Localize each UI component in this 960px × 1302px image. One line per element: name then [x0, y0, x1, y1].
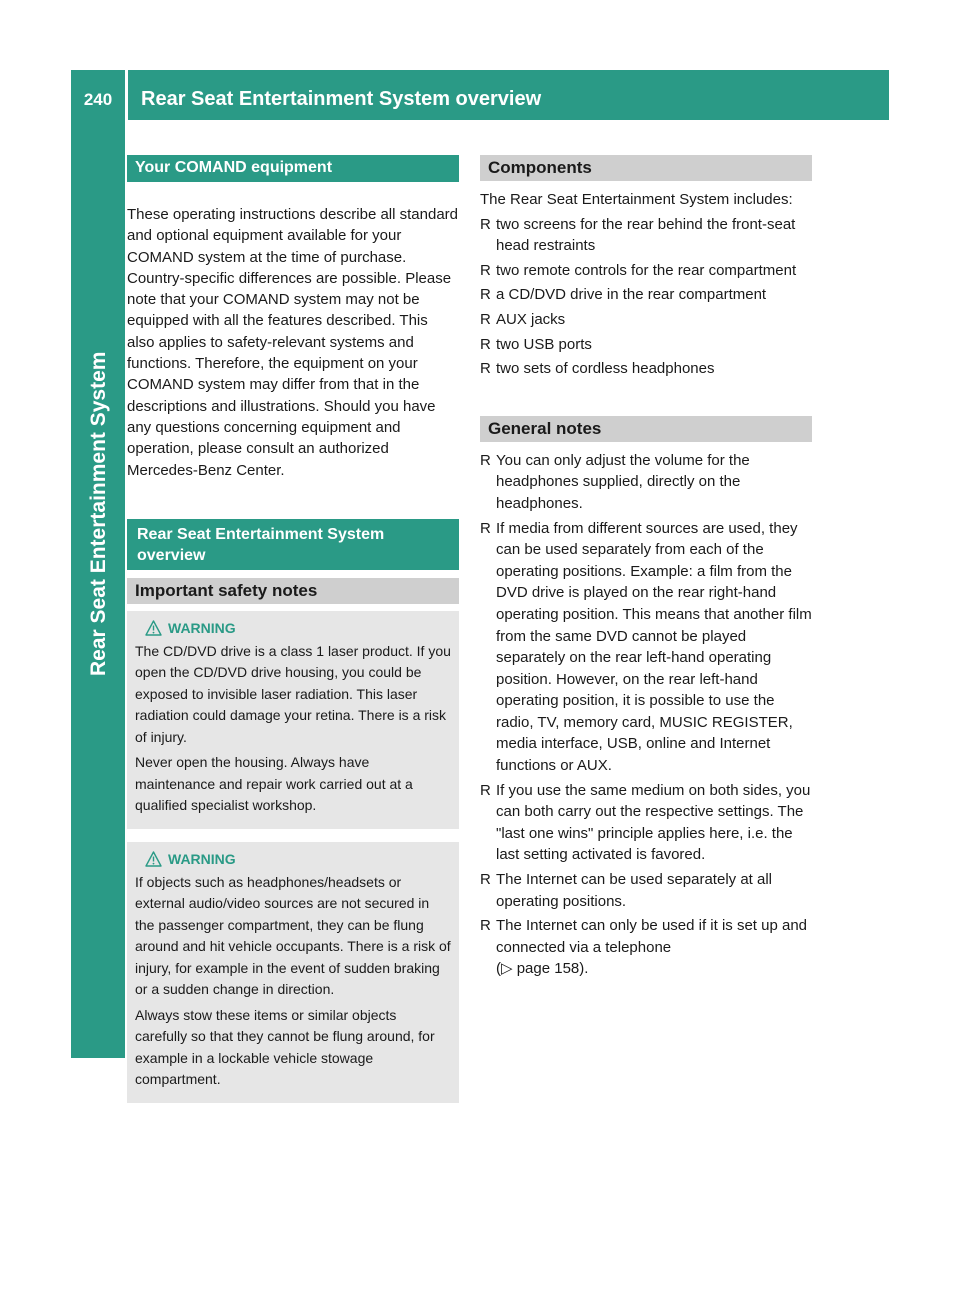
- warning-box-objects: [127, 842, 459, 1103]
- general-notes-list: [480, 450, 812, 980]
- bullet-mark: R: [480, 215, 491, 233]
- equipment-text: These operating instructions describe all standard and optional equipment available for your COMAND system at the time of purchase. Country-specific differences are possible. Please note that your COMAND system may not be equipped with all the features described. This also applies to safety-relevant systems and functions. Therefore, the equipment on your COMAND system may differ from that in the descriptions and illustrations. Should you have any questions concerning equipment and operation, please consult an authorized Mercedes-Benz Center.: [127, 206, 459, 479]
- list-item: R two sets of cordless headphones: [480, 358, 812, 380]
- overview-heading: Rear Seat Entertainment System overview: [127, 519, 459, 570]
- bullet-mark: R: [480, 286, 491, 304]
- bullet-mark: R: [480, 451, 491, 469]
- warning-text: Always stow these items or similar objects carefully so that they cannot be flung around, for example in a lockable vehicle stowage compartment.: [135, 1006, 435, 1088]
- bullet-mark: R: [480, 871, 491, 889]
- list-item: R a CD/DVD drive in the rear compartment: [480, 284, 812, 306]
- bullet-mark: R: [480, 781, 491, 799]
- warning-label: WARNING: [168, 850, 236, 867]
- bullet-mark: R: [480, 917, 491, 935]
- warning-header: [145, 850, 451, 868]
- components-heading: Components: [480, 155, 812, 181]
- warning-text: If objects such as headphones/headsets or external audio/video sources are not secured in the passenger compartment, they can be flung around and hit vehicle occupants. There is a risk of injury, for example in the event of sudden braking or a sudden change in direction.: [135, 873, 451, 998]
- list-item: R AUX jacks: [480, 309, 812, 331]
- bullet-mark: R: [480, 519, 491, 537]
- warning-header: [145, 619, 451, 637]
- safety-heading: Important safety notes: [127, 578, 459, 604]
- list-item: R You can only adjust the volume for the headphones supplied, directly on the headphones.: [480, 451, 750, 512]
- list-item: R two screens for the rear behind the front-seat head restraints: [480, 215, 796, 255]
- page-reference-link[interactable]: (▷ page 158).: [496, 960, 589, 978]
- list-item: R The Internet can be used separately at all operating positions.: [480, 871, 773, 910]
- equipment-heading: Your COMAND equipment: [127, 155, 459, 182]
- general-notes-heading: General notes: [480, 416, 812, 442]
- bullet-mark: R: [480, 261, 491, 279]
- warning-text: Never open the housing. Always have maintenance and repair work carried out at a qualified specialist workshop.: [135, 754, 413, 814]
- list-item: R If you use the same medium on both sides, you can both carry out the respective settings. The "last one wins" principle applies here, i.e. the last setting activated is favored.: [480, 781, 811, 864]
- bullet-mark: R: [480, 360, 491, 378]
- chapter-sidebar-label: Rear Seat Entertainment System: [87, 351, 110, 676]
- components-list: [480, 214, 812, 380]
- warning-box-laser: [127, 611, 459, 829]
- list-item: R two USB ports: [480, 334, 812, 356]
- list-item: R The Internet can only be used if it is set up and connected via a telephone (▷ page 158).: [480, 917, 808, 978]
- page-number: 240: [83, 90, 113, 109]
- right-column: [480, 155, 812, 983]
- warning-triangle-icon: [145, 620, 162, 636]
- bullet-mark: R: [480, 310, 491, 328]
- warning-label: WARNING: [168, 619, 236, 636]
- warning-triangle-icon: [145, 851, 162, 867]
- header-separator: [125, 70, 128, 120]
- page-title: Rear Seat Entertainment System overview: [141, 88, 542, 110]
- components-intro: The Rear Seat Entertainment System includes:: [480, 191, 793, 208]
- warning-text: The CD/DVD drive is a class 1 laser product. If you open the CD/DVD drive housing, you could be exposed to invisible laser radiation. This laser radiation could damage your retina. There is a risk of injury.: [135, 642, 451, 745]
- bullet-mark: R: [480, 335, 491, 353]
- list-item: R If media from different sources are used, they can be used separately from each of the operating positions. Example: a film from the DVD drive is played on the rear right-hand operating position. This means that another film from the same DVD cannot be played separately on the rear left-hand operating position. However, on the rear left-hand operating position, it is possible to use the radio, TV, memory card, MUSIC REGISTER, media interface, USB, online and Internet functions or AUX.: [480, 519, 812, 775]
- left-column: [127, 155, 459, 1103]
- list-item: R two remote controls for the rear compartment: [480, 260, 812, 282]
